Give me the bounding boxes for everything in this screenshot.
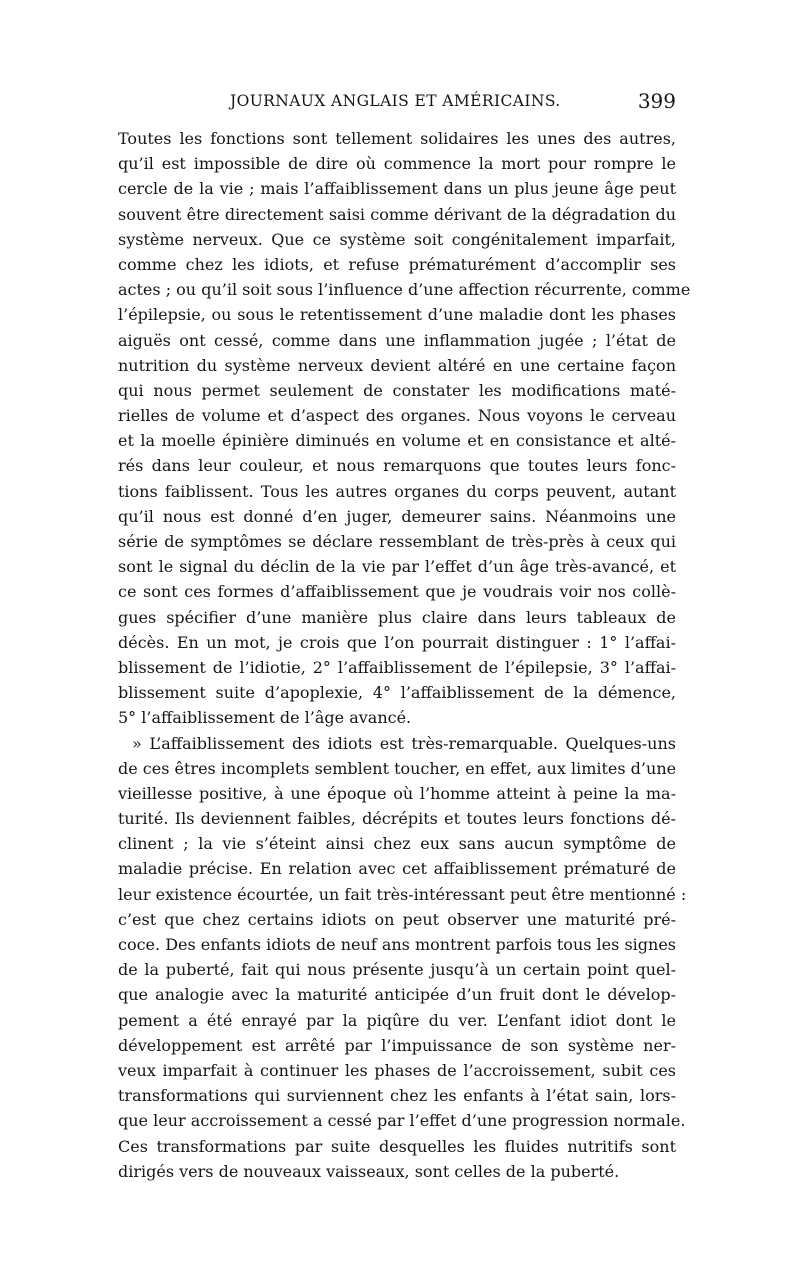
text-line: tions faiblissent. Tous les autres organes du corps peuvent, autant [118,481,676,501]
text-line: veux imparfait à continuer les phases de l’accroissement, subit ces [118,1060,676,1080]
text-line: souvent être directement saisi comme dérivant de la dégradation du [118,204,676,224]
text-line: coce. Des enfants idiots de neuf ans montrent parfois tous les signes [118,935,676,954]
text-line: sont le signal du déclin de la vie par l’effet d’un âge très-avancé, et [118,557,676,577]
text-line: blissement suite d’apoplexie, 4° l’affaiblissement de la démence, [118,683,676,703]
text-line: blissement de l’idiotie, 2° l’affaiblissement de l’épilepsie, 3° l’affai- [118,657,676,677]
text-line: qui nous permet seulement de constater les modifications maté- [118,380,676,400]
text-line: et la moelle épinière diminués en volume et en consistance et alté- [118,431,676,451]
text-line: que leur accroissement a cessé par l’effet d’une progression normale. [118,1111,686,1131]
text-line: maladie précise. En relation avec cet affaiblissement prématuré de [118,859,676,879]
text-line: de ces êtres incomplets semblent toucher, en effet, aux limites d’une [118,758,677,778]
body-text [118,126,691,1184]
text-line: actes ; ou qu’il soit sous l’influence d’une affection récurrente, comme [118,280,691,300]
text-line: qu’il est impossible de dire où commence la mort pour rompre le [118,154,676,174]
text-line: l’épilepsie, ou sous le retentissement d’une maladie dont les phases [118,305,676,325]
running-title: JOURNAUX ANGLAIS ET AMÉRICAINS. [230,92,561,110]
text-line: aiguës ont cessé, comme dans une inflammation jugée ; l’état de [118,330,676,350]
text-line: pement a été enrayé par la piqûre du ver. L’enfant idiot dont le [118,1010,676,1030]
text-line: vieillesse positive, à une époque où l’homme atteint à peine la ma- [118,783,676,803]
text-line: clinent ; la vie s’éteint ainsi chez eux sans aucun symptôme de [118,834,676,854]
text-line: développement est arrêté par l’impuissance de son système ner- [118,1035,676,1055]
text-line: 5° l’affaiblissement de l’âge avancé. [118,708,412,728]
text-line: ce sont ces formes d’affaiblissement que je voudrais voir nos collè- [118,582,676,602]
running-header [118,89,676,116]
text-line: transformations qui surviennent chez les enfants à l’état sain, lors- [118,1086,676,1106]
text-line: dirigés vers de nouveaux vaisseaux, sont celles de la puberté. [118,1161,620,1181]
text-line: série de symptômes se déclare ressemblant de très-près à ceux qui [118,532,676,551]
text-line: de la puberté, fait qui nous présente jusqu’à un certain point quel- [118,960,676,980]
text-line: gues spécifier d’une manière plus claire dans leurs tableaux de [118,607,676,627]
text-line: comme chez les idiots, et refuse prématurément d’accomplir ses [118,254,676,274]
text-line: c’est que chez certains idiots on peut observer une maturité pré- [118,909,676,929]
text-line: Toutes les fonctions sont tellement solidaires les unes des autres, [118,129,676,148]
text-line: Ces transformations par suite desquelles les fluides nutritifs sont [118,1136,676,1156]
text-line: décès. En un mot, je crois que l’on pourrait distinguer : 1° l’affai- [118,632,676,652]
text-line: cercle de la vie ; mais l’affaiblissement dans un plus jeune âge peut [118,179,676,199]
text-line: rielles de volume et d’aspect des organes. Nous voyons le cerveau [118,406,676,426]
text-line: nutrition du système nerveux devient altéré en une certaine façon [118,355,676,375]
text-line: système nerveux. Que ce système soit congénitalement imparfait, [118,229,676,249]
text-line: turité. Ils deviennent faibles, décrépits et toutes leurs fonctions dé- [118,809,676,829]
text-line: qu’il nous est donné d’en juger, demeurer sains. Néanmoins une [118,506,676,526]
text-line: » L’affaiblissement des idiots est très-remarquable. Quelques-uns [132,733,676,753]
page-number: 399 [637,89,676,113]
text-line: rés dans leur couleur, et nous remarquons que toutes leurs fonc- [118,456,676,476]
text-line: leur existence écourtée, un fait très-intéressant peut être mentionné : [118,884,687,904]
text-line: que analogie avec la maturité anticipée d’un fruit dont le dévelop- [118,985,676,1005]
